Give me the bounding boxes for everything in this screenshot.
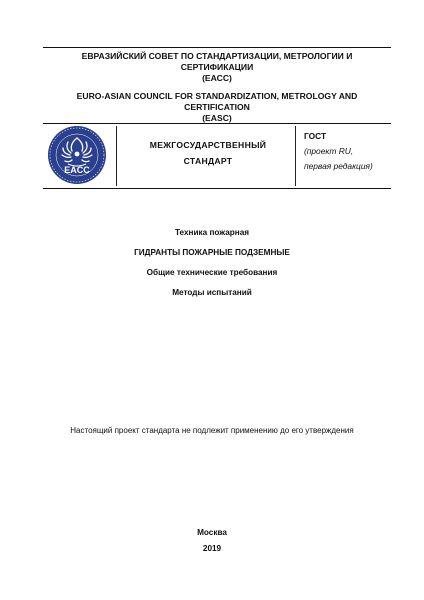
title-category: Техника пожарная xyxy=(174,228,250,237)
footer-city: Москва xyxy=(197,528,227,537)
standard-line1: МЕЖГОСУДАРСТВЕННЫЙ xyxy=(149,140,267,150)
easc-emblem-icon xyxy=(46,124,108,186)
gost-title: ГОСТ xyxy=(304,131,327,141)
title-main: ГИДРАНТЫ ПОЖАРНЫЕ ПОДЗЕМНЫЕ xyxy=(134,248,290,257)
logo-divider xyxy=(116,126,117,186)
header-en-line2: CERTIFICATION xyxy=(184,102,250,112)
footer-year: 2019 xyxy=(202,544,222,553)
standard-label xyxy=(130,137,286,169)
gost-block xyxy=(304,129,373,174)
draft-notice: Настоящий проект стандарта не подлежит применению до его утверждения xyxy=(70,426,354,435)
logo-text: EACC xyxy=(64,165,90,175)
title-sub2: Методы испытаний xyxy=(172,288,252,297)
header-ru-abbr: (ЕАСС) xyxy=(202,73,232,83)
standard-line2: СТАНДАРТ xyxy=(183,156,233,166)
header-ru xyxy=(43,51,391,84)
header-en-abbr: (EASC) xyxy=(202,113,232,123)
gost-draft-line2: первая редакция) xyxy=(304,161,373,171)
title-sub1: Общие технические требования xyxy=(146,268,278,277)
gost-draft-line1: (проект RU, xyxy=(304,146,354,156)
header-en-line1: EURO-ASIAN COUNCIL FOR STANDARDIZATION, METROLOGY AND xyxy=(76,91,358,101)
header-ru-line1: ЕВРАЗИЙСКИЙ СОВЕТ ПО СТАНДАРТИЗАЦИИ, МЕТРОЛОГИИ И xyxy=(81,51,353,61)
gost-divider xyxy=(295,126,296,186)
easc-logo xyxy=(46,124,108,186)
bottom-rule xyxy=(43,188,391,189)
header-ru-line2: СЕРТИФИКАЦИИ xyxy=(180,62,254,72)
header-en xyxy=(43,91,391,124)
top-rule xyxy=(43,47,391,48)
